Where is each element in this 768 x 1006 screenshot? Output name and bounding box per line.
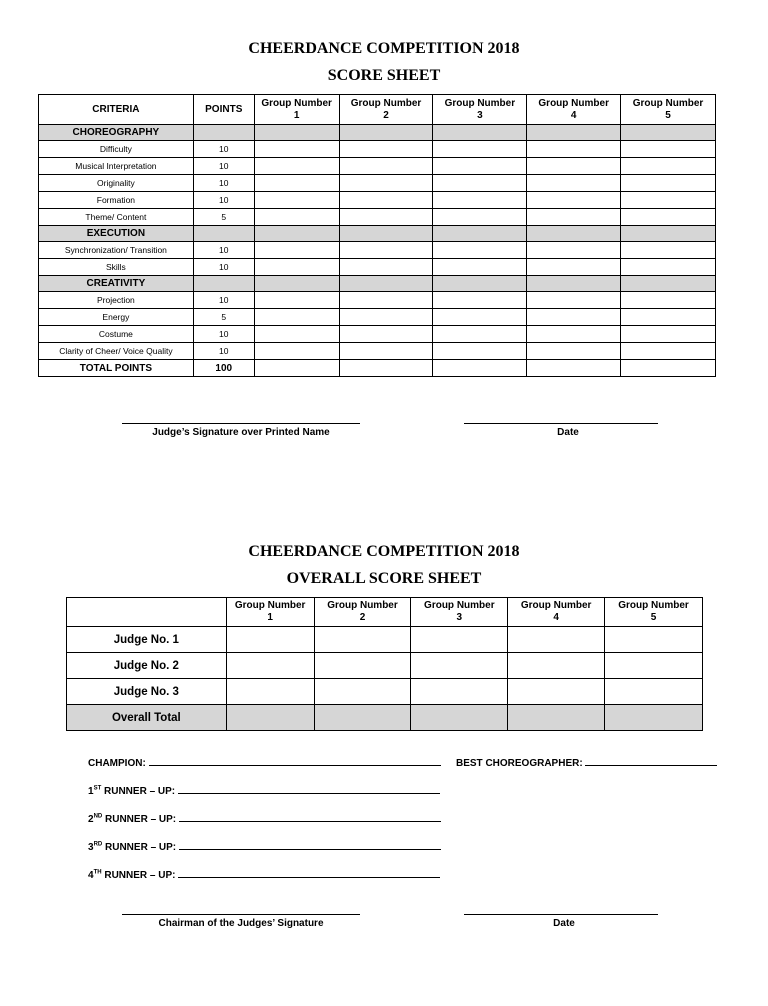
criteria-row bbox=[39, 259, 716, 276]
criteria-row bbox=[39, 141, 716, 158]
judge-label: Judge No. 3 bbox=[67, 679, 227, 705]
score-cell[interactable] bbox=[254, 259, 339, 276]
score-cell[interactable] bbox=[621, 209, 716, 226]
group-header bbox=[226, 598, 314, 627]
score-cell[interactable] bbox=[411, 679, 508, 705]
criteria-row bbox=[39, 192, 716, 209]
total-points-row bbox=[39, 360, 716, 377]
criteria-row bbox=[39, 292, 716, 309]
score-cell[interactable] bbox=[527, 192, 621, 209]
runner-suffix: RD bbox=[93, 841, 103, 848]
runner-suffix: ND bbox=[93, 813, 103, 820]
group-header-label: Group Number bbox=[538, 97, 609, 109]
total-points-value: 100 bbox=[193, 360, 254, 377]
score-cell[interactable] bbox=[527, 242, 621, 259]
score-cell[interactable] bbox=[411, 627, 508, 653]
score-cell[interactable] bbox=[339, 259, 433, 276]
overall-score-table bbox=[66, 597, 703, 731]
section-row bbox=[39, 276, 716, 292]
best-choreographer-label: BEST CHOREOGRAPHER: bbox=[456, 758, 583, 769]
criteria-points: 5 bbox=[193, 209, 254, 226]
score-cell[interactable] bbox=[621, 192, 716, 209]
criteria-row bbox=[39, 326, 716, 343]
score-cell[interactable] bbox=[314, 627, 411, 653]
score-cell[interactable] bbox=[314, 679, 411, 705]
score-cell[interactable] bbox=[433, 158, 527, 175]
score-cell[interactable] bbox=[254, 175, 339, 192]
overall-sheet-title: CHEERDANCE COMPETITION 2018 bbox=[248, 543, 520, 560]
criteria-points: 10 bbox=[193, 292, 254, 309]
runner-suffix: TH bbox=[93, 869, 102, 876]
score-cell[interactable] bbox=[621, 309, 716, 326]
score-cell[interactable] bbox=[254, 343, 339, 360]
section-label: EXECUTION bbox=[39, 226, 194, 242]
score-cell[interactable] bbox=[339, 158, 433, 175]
criteria-label: Formation bbox=[39, 192, 194, 209]
chairman-signature-line[interactable] bbox=[122, 914, 360, 915]
score-cell[interactable] bbox=[605, 705, 703, 731]
score-cell[interactable] bbox=[339, 309, 433, 326]
score-cell[interactable] bbox=[339, 141, 433, 158]
score-cell[interactable] bbox=[527, 175, 621, 192]
criteria-label: Clarity of Cheer/ Voice Quality bbox=[39, 343, 194, 360]
criteria-label: Skills bbox=[39, 259, 194, 276]
judge-signature-label: Judge’s Signature over Printed Name bbox=[152, 427, 330, 438]
criteria-label: Projection bbox=[39, 292, 194, 309]
criteria-row bbox=[39, 209, 716, 226]
score-sheet-subtitle: SCORE SHEET bbox=[327, 67, 441, 84]
group-header-number: 4 bbox=[570, 109, 577, 121]
runner-label: RUNNER – UP: bbox=[101, 870, 176, 881]
score-cell[interactable] bbox=[339, 209, 433, 226]
score-cell[interactable] bbox=[433, 360, 527, 377]
score-cell[interactable] bbox=[527, 259, 621, 276]
group-header-number: 1 bbox=[267, 612, 273, 623]
score-cell[interactable] bbox=[254, 242, 339, 259]
score-cell[interactable] bbox=[527, 360, 621, 377]
score-cell[interactable] bbox=[433, 209, 527, 226]
champion-label: CHAMPION: bbox=[88, 758, 146, 769]
score-cell[interactable] bbox=[254, 360, 339, 377]
points-header: POINTS bbox=[193, 95, 254, 125]
score-cell[interactable] bbox=[339, 242, 433, 259]
criteria-row bbox=[39, 175, 716, 192]
champion-field bbox=[88, 756, 441, 769]
criteria-label: Costume bbox=[39, 326, 194, 343]
score-cell[interactable] bbox=[605, 653, 703, 679]
criteria-points: 10 bbox=[193, 326, 254, 343]
group-header-label: Group Number bbox=[261, 97, 332, 109]
group-header-label: Group Number bbox=[424, 600, 495, 611]
criteria-label: Originality bbox=[39, 175, 194, 192]
score-cell[interactable] bbox=[433, 175, 527, 192]
criteria-row bbox=[39, 242, 716, 259]
section-label: CREATIVITY bbox=[39, 276, 194, 292]
score-sheet-title: CHEERDANCE COMPETITION 2018 bbox=[248, 40, 520, 57]
overall-total-label: Overall Total bbox=[67, 705, 227, 731]
score-cell[interactable] bbox=[433, 192, 527, 209]
score-cell[interactable] bbox=[605, 627, 703, 653]
score-cell[interactable] bbox=[527, 209, 621, 226]
score-cell[interactable] bbox=[621, 259, 716, 276]
criteria-row bbox=[39, 309, 716, 326]
score-cell[interactable] bbox=[254, 141, 339, 158]
criteria-points: 10 bbox=[193, 192, 254, 209]
score-cell[interactable] bbox=[433, 259, 527, 276]
runner-label: RUNNER – UP: bbox=[101, 786, 176, 797]
judge-signature-line[interactable] bbox=[122, 423, 360, 424]
score-cell[interactable] bbox=[339, 292, 433, 309]
criteria-points: 10 bbox=[193, 158, 254, 175]
total-points-label: TOTAL POINTS bbox=[39, 360, 194, 377]
score-cell[interactable] bbox=[339, 326, 433, 343]
best-choreographer-blank[interactable] bbox=[585, 756, 717, 766]
best-choreographer-field bbox=[456, 756, 717, 769]
score-cell[interactable] bbox=[621, 360, 716, 377]
overall-date-label: Date bbox=[553, 918, 575, 929]
runner-number: 2 bbox=[88, 814, 94, 825]
score-cell[interactable] bbox=[339, 192, 433, 209]
score-cell[interactable] bbox=[621, 141, 716, 158]
group-header-number: 4 bbox=[553, 612, 559, 623]
judge-row bbox=[67, 679, 703, 705]
criteria-label: Synchronization/ Transition bbox=[39, 242, 194, 259]
score-cell[interactable] bbox=[621, 158, 716, 175]
third-runner-up-blank[interactable] bbox=[179, 840, 441, 850]
score-cell[interactable] bbox=[226, 653, 314, 679]
score-cell[interactable] bbox=[254, 158, 339, 175]
judge-row bbox=[67, 627, 703, 653]
score-cell[interactable] bbox=[605, 679, 703, 705]
group-header-label: Group Number bbox=[520, 600, 592, 611]
score-cell[interactable] bbox=[339, 360, 433, 377]
group-header-number: 1 bbox=[293, 109, 300, 121]
group-header-number: 5 bbox=[650, 612, 657, 623]
date-label: Date bbox=[557, 427, 579, 438]
score-cell[interactable] bbox=[508, 705, 605, 731]
runner-number: 3 bbox=[88, 842, 94, 853]
criteria-points: 5 bbox=[193, 309, 254, 326]
score-cell[interactable] bbox=[411, 653, 508, 679]
score-header-row bbox=[39, 95, 716, 125]
group-header bbox=[339, 95, 433, 125]
criteria-points: 10 bbox=[193, 259, 254, 276]
date-line[interactable] bbox=[464, 423, 658, 424]
blank-header bbox=[67, 598, 227, 627]
score-cell[interactable] bbox=[621, 326, 716, 343]
group-header bbox=[527, 95, 621, 125]
criteria-points: 10 bbox=[193, 175, 254, 192]
third-runner-up-field bbox=[88, 840, 441, 853]
score-cell[interactable] bbox=[527, 158, 621, 175]
group-header-number: 3 bbox=[477, 109, 483, 121]
group-header bbox=[605, 598, 703, 627]
score-cell[interactable] bbox=[226, 679, 314, 705]
section-label: CHOREOGRAPHY bbox=[39, 125, 194, 141]
section-row bbox=[39, 125, 716, 141]
score-cell[interactable] bbox=[527, 309, 621, 326]
score-cell[interactable] bbox=[527, 292, 621, 309]
judge-label: Judge No. 2 bbox=[67, 653, 227, 679]
score-cell[interactable] bbox=[508, 653, 605, 679]
score-cell[interactable] bbox=[621, 175, 716, 192]
runner-number: 1 bbox=[88, 786, 94, 797]
score-cell[interactable] bbox=[621, 242, 716, 259]
score-sheet-table bbox=[38, 94, 716, 377]
second-runner-up-blank[interactable] bbox=[179, 812, 441, 822]
fourth-runner-up-blank[interactable] bbox=[178, 868, 440, 878]
score-cell[interactable] bbox=[433, 309, 527, 326]
criteria-label: Energy bbox=[39, 309, 194, 326]
score-cell[interactable] bbox=[433, 326, 527, 343]
score-cell[interactable] bbox=[254, 326, 339, 343]
group-header bbox=[314, 598, 411, 627]
score-cell[interactable] bbox=[254, 192, 339, 209]
criteria-header: CRITERIA bbox=[39, 95, 194, 125]
criteria-label: Difficulty bbox=[39, 141, 194, 158]
score-cell[interactable] bbox=[339, 343, 433, 360]
criteria-points: 10 bbox=[193, 141, 254, 158]
score-cell[interactable] bbox=[339, 175, 433, 192]
score-cell[interactable] bbox=[254, 209, 339, 226]
runner-label: RUNNER – UP: bbox=[102, 842, 177, 853]
score-cell[interactable] bbox=[508, 627, 605, 653]
judge-label: Judge No. 1 bbox=[67, 627, 227, 653]
score-cell[interactable] bbox=[226, 705, 314, 731]
score-cell[interactable] bbox=[527, 343, 621, 360]
group-header-number: 2 bbox=[359, 612, 366, 623]
score-cell[interactable] bbox=[314, 653, 411, 679]
criteria-points: 10 bbox=[193, 343, 254, 360]
score-cell[interactable] bbox=[433, 292, 527, 309]
overall-sheet-subtitle: OVERALL SCORE SHEET bbox=[286, 570, 482, 587]
group-header-label: Group Number bbox=[444, 97, 516, 109]
group-header-label: Group Number bbox=[618, 600, 689, 611]
judge-row bbox=[67, 653, 703, 679]
overall-total-row bbox=[67, 705, 703, 731]
group-header-label: Group Number bbox=[234, 600, 306, 611]
group-header-number: 3 bbox=[456, 612, 463, 623]
group-header bbox=[621, 95, 716, 125]
runner-number: 4 bbox=[88, 870, 94, 881]
group-header bbox=[433, 95, 527, 125]
champion-blank[interactable] bbox=[149, 756, 441, 766]
score-cell[interactable] bbox=[254, 309, 339, 326]
score-cell[interactable] bbox=[254, 292, 339, 309]
overall-header-row bbox=[67, 598, 703, 627]
first-runner-up-blank[interactable] bbox=[178, 784, 440, 794]
group-header-label: Group Number bbox=[632, 97, 704, 109]
group-header-label: Group Number bbox=[327, 600, 398, 611]
score-cell[interactable] bbox=[433, 343, 527, 360]
score-cell[interactable] bbox=[314, 705, 411, 731]
criteria-label: Musical Interpretation bbox=[39, 158, 194, 175]
group-header bbox=[508, 598, 605, 627]
score-cell[interactable] bbox=[621, 343, 716, 360]
group-header-label: Group Number bbox=[350, 97, 422, 109]
chairman-signature-label: Chairman of the Judges’ Signature bbox=[158, 918, 324, 929]
second-runner-up-field bbox=[88, 812, 441, 825]
score-cell[interactable] bbox=[433, 141, 527, 158]
criteria-points: 10 bbox=[193, 242, 254, 259]
group-header bbox=[254, 95, 339, 125]
score-cell[interactable] bbox=[433, 242, 527, 259]
score-cell[interactable] bbox=[411, 705, 508, 731]
group-header bbox=[411, 598, 508, 627]
score-cell[interactable] bbox=[527, 326, 621, 343]
score-cell[interactable] bbox=[527, 141, 621, 158]
criteria-label: Theme/ Content bbox=[39, 209, 194, 226]
group-header-number: 5 bbox=[665, 109, 671, 121]
score-cell[interactable] bbox=[226, 627, 314, 653]
first-runner-up-field bbox=[88, 784, 440, 797]
score-cell[interactable] bbox=[508, 679, 605, 705]
fourth-runner-up-field bbox=[88, 868, 440, 881]
runner-label: RUNNER – UP: bbox=[102, 814, 177, 825]
criteria-row bbox=[39, 158, 716, 175]
criteria-row bbox=[39, 343, 716, 360]
runner-suffix: ST bbox=[93, 785, 102, 792]
group-header-number: 2 bbox=[383, 109, 389, 121]
score-cell[interactable] bbox=[621, 292, 716, 309]
overall-date-line[interactable] bbox=[464, 914, 658, 915]
section-row bbox=[39, 226, 716, 242]
